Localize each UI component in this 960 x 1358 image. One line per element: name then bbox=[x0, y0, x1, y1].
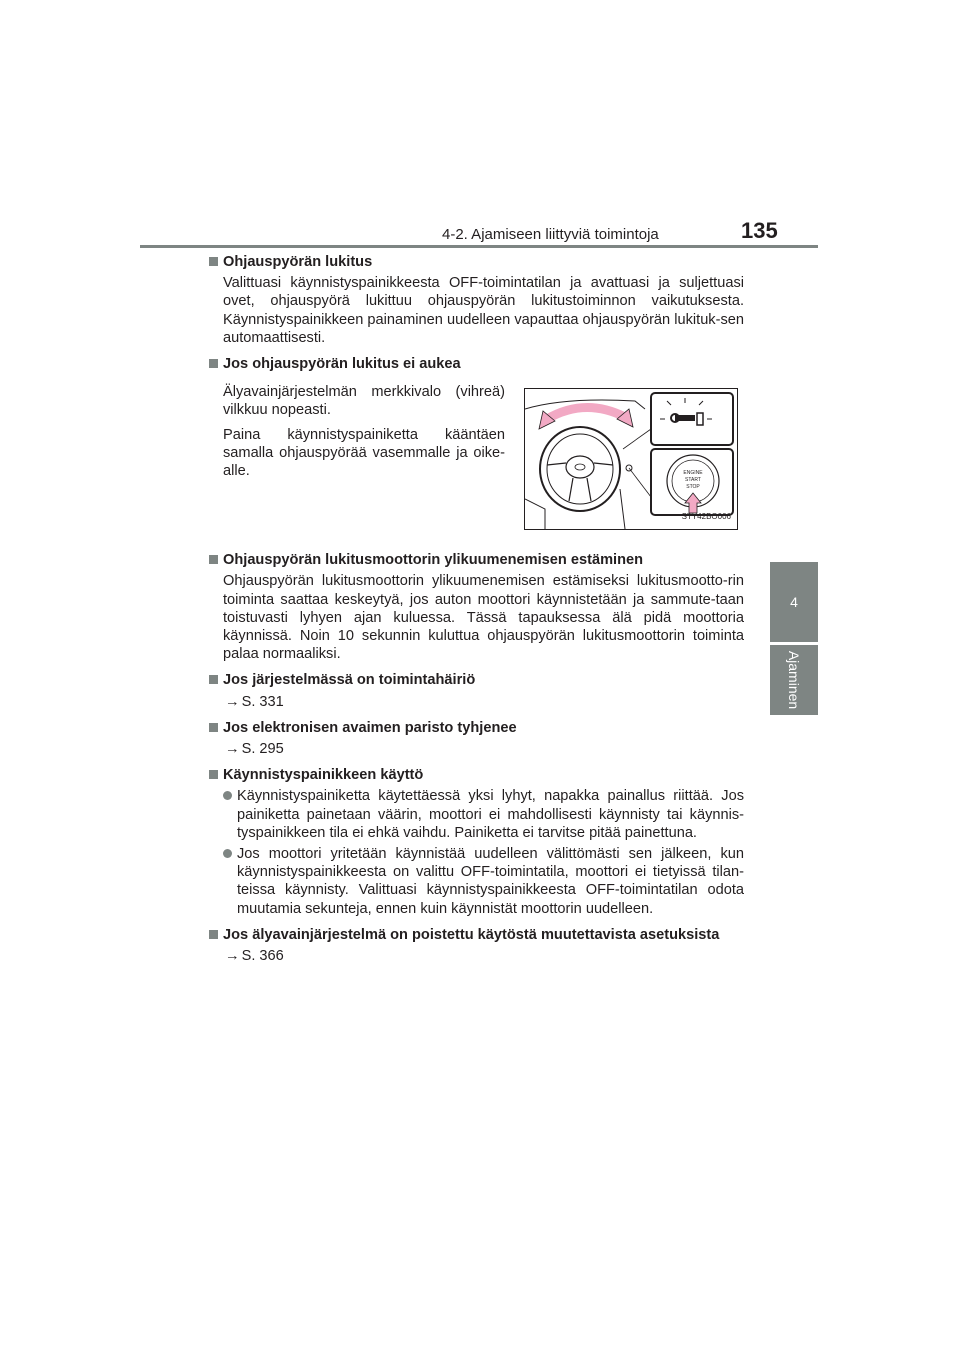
steering-lock-illustration bbox=[524, 388, 738, 530]
section-text: Valittuasi käynnistyspainikkeesta OFF-toimintatilan ja avattuasi ja suljettuasi ovet, ohjauspyörä lukittuu ohjauspyörän lukitustoiminnon vaikutuksesta. Käynnistyspainikkeen painaminen uudelleen vapauttaa ohjauspyörän lukituk-sen automaattisesti. bbox=[223, 275, 744, 346]
arrow-icon: → bbox=[225, 741, 240, 758]
page-reference bbox=[225, 693, 744, 711]
instruction-text: Paina käynnistyspainiketta kääntäen samalla ohjauspyörää vasemmalle ja oike-alle. bbox=[223, 426, 505, 480]
indicator-text: Älyavainjärjestelmän merkkivalo (vihreä) vilkkuu nopeasti. bbox=[223, 384, 505, 419]
section-heading: Jos järjestelmässä on toimintahäiriö bbox=[209, 671, 744, 689]
section-text: Ohjauspyörän lukitusmoottorin ylikuumenemisen estämiseksi lukitusmootto-rin toiminta saattaa keskeytyä, jos auton moottori käynnistetään ja sammute-taan toistuvasti lyhyen ajan kuluessa. Tässä tapauksessa älä pidä moottoria käynnissä. Noin 10 sekunnin kuluttua ohjauspyörän lukitusmoottorin toiminta palaa normaaliksi. bbox=[223, 573, 744, 663]
section-lock-release bbox=[209, 355, 744, 543]
header-divider bbox=[140, 245, 818, 248]
section-heading: Ohjauspyörän lukitusmoottorin ylikuumenemisen estäminen bbox=[209, 551, 744, 569]
section-heading: Jos elektronisen avaimen paristo tyhjenee bbox=[209, 719, 744, 737]
header-section-title: 4-2. Ajamiseen liittyviä toimintoja bbox=[442, 226, 659, 243]
section-heading: Jos älyavainjärjestelmä on poistettu käytöstä muutettavista asetuksista bbox=[209, 926, 744, 944]
section-usage bbox=[209, 766, 744, 918]
page-reference bbox=[225, 740, 744, 758]
section-settings bbox=[209, 926, 744, 965]
button-label-line: ENGINE bbox=[683, 470, 703, 477]
button-label-line: STOP bbox=[686, 484, 700, 491]
section-heading: Jos ohjauspyörän lukitus ei aukea bbox=[209, 355, 744, 373]
reference-page: S. 366 bbox=[241, 948, 284, 965]
page-reference bbox=[225, 947, 744, 965]
page-number: 135 bbox=[741, 218, 778, 243]
chapter-title-tab bbox=[770, 645, 818, 715]
button-label-line: START bbox=[685, 477, 701, 484]
arrow-icon: → bbox=[225, 948, 240, 965]
section-battery bbox=[209, 719, 744, 758]
section-lock bbox=[209, 253, 744, 347]
lock-release-text bbox=[223, 383, 505, 480]
reference-page: S. 295 bbox=[241, 741, 284, 758]
bullet-item: Käynnistyspainiketta käytettäessä yksi lyhyt, napakka painallus riittää. Jos painiketta painetaan väärin, moottori ei mahdollisesti käynnisty tai käynnis-tyspainikkeen tila ei ehkä vaihdu. Painiketta ei tarvitse pitää painettuna. bbox=[223, 787, 744, 842]
chapter-title: Ajaminen bbox=[786, 650, 802, 710]
figure-code: STY42BO006 bbox=[681, 512, 731, 522]
bullet-item: Jos moottori yritetään käynnistää uudelleen välittömästi sen jälkeen, kun käynnistyspainikkeesta on valittu OFF-toimintatila, moottori ei tietyissä tilan-teissa käynnisty. Valittuasi käynnistyspainikkeesta OFF-toimintatilan odota muutamia sekunteja, ennen kuin käynnistät moottorin uudelleen. bbox=[223, 845, 744, 918]
arrow-icon: → bbox=[225, 693, 240, 710]
section-heading: Käynnistyspainikkeen käyttö bbox=[209, 766, 744, 784]
section-overheat bbox=[209, 551, 744, 663]
lock-release-body bbox=[209, 383, 744, 543]
section-heading: Ohjauspyörän lukitus bbox=[209, 253, 744, 271]
chapter-number-tab bbox=[770, 562, 818, 642]
reference-page: S. 331 bbox=[241, 693, 284, 710]
page-content bbox=[209, 253, 744, 973]
chapter-number: 4 bbox=[790, 594, 798, 610]
section-malfunction bbox=[209, 671, 744, 710]
